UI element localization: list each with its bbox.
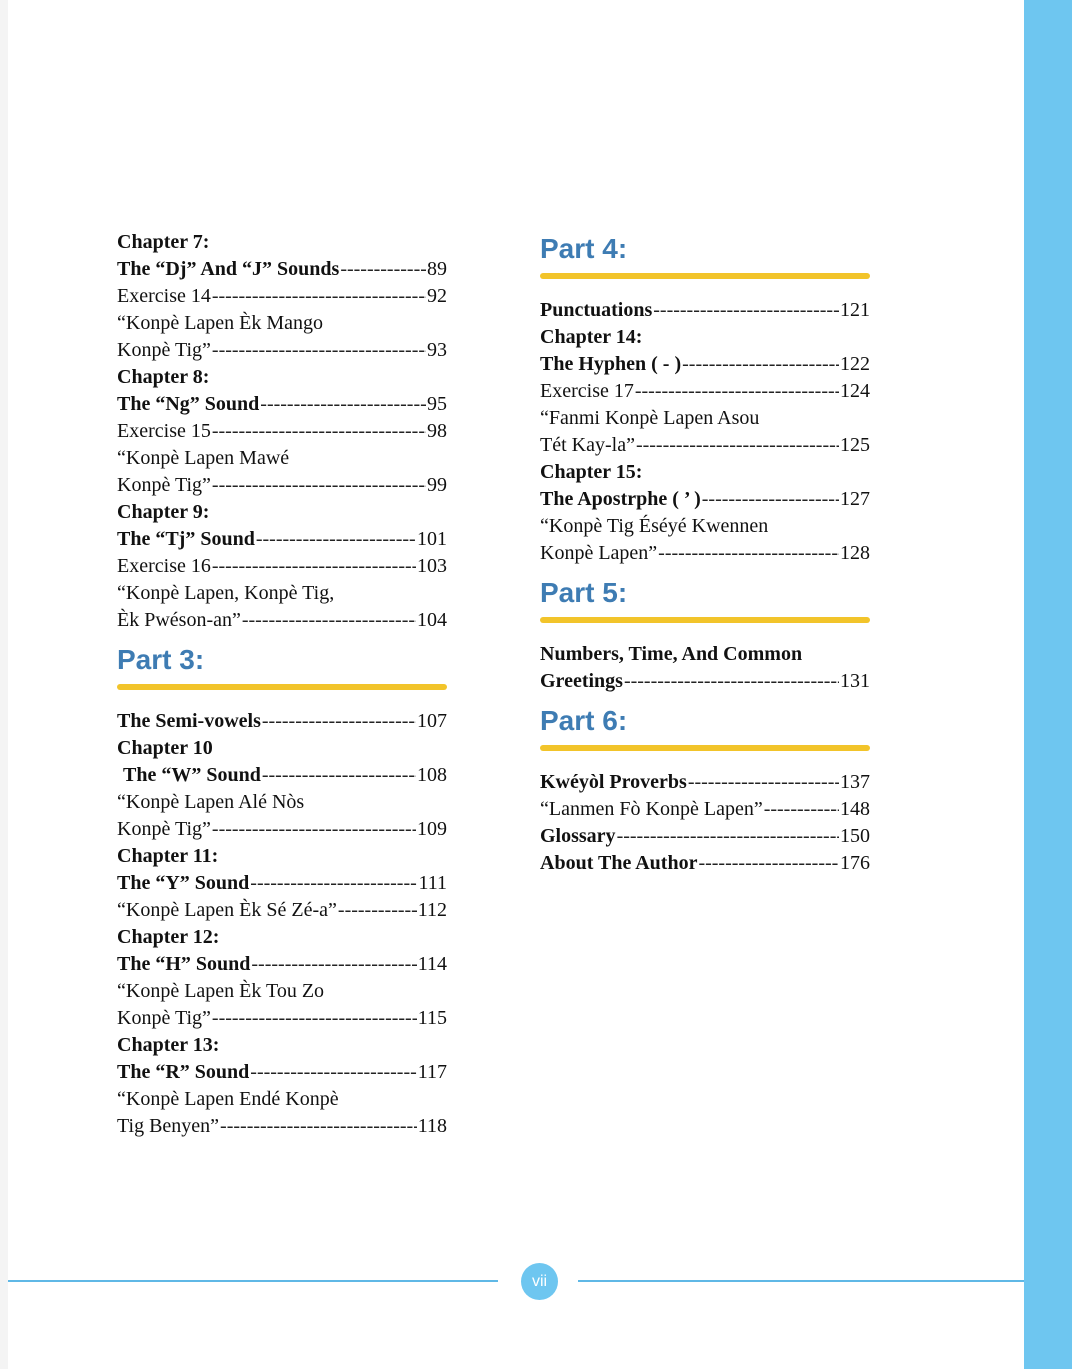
toc-entry-page: 128: [840, 542, 870, 564]
toc-entry-page: 104: [417, 609, 447, 631]
toc-entry-title: Chapter 15:: [540, 461, 643, 483]
toc-entry-title: Konpè Tig”: [117, 818, 211, 840]
toc-entry-page: 176: [840, 852, 870, 874]
toc-entry-title: The “Ng” Sound: [117, 393, 260, 415]
part-heading: Part 5:: [540, 577, 628, 608]
toc-entry-page: 117: [417, 1061, 447, 1083]
toc-entry-title: Èk Pwéson-an”: [117, 609, 241, 631]
toc-entries-part5: [540, 641, 870, 695]
toc-entry-page: 121: [840, 299, 870, 321]
toc-entry-title: “Konpè Lapen Alé Nòs: [117, 791, 305, 813]
toc-entry: [540, 641, 870, 668]
toc-entry: [117, 499, 447, 526]
dot-leader: [212, 553, 416, 580]
toc-entries-part3: [117, 708, 447, 1140]
toc-entry: [540, 513, 870, 540]
toc-entry-title: Chapter 12:: [117, 926, 220, 948]
dot-leader: [212, 283, 426, 310]
toc-entry-page: 92: [427, 285, 447, 307]
toc-entry: [540, 378, 870, 405]
toc-entry: [117, 337, 447, 364]
dot-leader: [212, 1005, 417, 1032]
toc-entry-title: Kwéyòl Proverbs: [540, 771, 687, 793]
toc-entry-page: 98: [427, 420, 447, 442]
toc-entry: [540, 486, 870, 513]
toc-entry: [117, 897, 447, 924]
toc-entry: [540, 850, 870, 877]
toc-entry-title: “Konpè Tig Éséyé Kwennen: [540, 515, 769, 537]
toc-entry: [540, 351, 870, 378]
toc-entry-title: Exercise 16: [117, 555, 211, 577]
toc-entry-page: 118: [417, 1115, 447, 1137]
toc-entry: [540, 668, 870, 695]
dot-leader: [338, 897, 417, 924]
toc-entry: [117, 310, 447, 337]
dot-leader: [682, 351, 839, 378]
toc-entry-page: 93: [427, 339, 447, 361]
toc-entry-title: Chapter 10: [117, 737, 213, 759]
toc-entry-title: The Apostrphe ( ’ ): [540, 488, 701, 510]
toc-entry-page: 95: [427, 393, 447, 415]
toc-entry: [117, 1032, 447, 1059]
toc-entry: [117, 1113, 447, 1140]
toc-entry-page: 101: [417, 528, 447, 550]
page-edge: [1072, 0, 1080, 1369]
toc-entry: [117, 445, 447, 472]
toc-entry: [540, 432, 870, 459]
toc-entry: [117, 607, 447, 634]
toc-entry: [117, 391, 447, 418]
dot-leader: [617, 823, 839, 850]
dot-leader: [635, 378, 839, 405]
dot-leader: [250, 870, 417, 897]
toc-entry: [117, 924, 447, 951]
toc-entry: [540, 769, 870, 796]
toc-entry-page: 122: [840, 353, 870, 375]
dot-leader: [212, 816, 416, 843]
dot-leader: [624, 668, 839, 695]
toc-entry-page: 125: [840, 434, 870, 456]
toc-entry-title: “Konpè Lapen Èk Mango: [117, 312, 324, 334]
toc-entry: [117, 1086, 447, 1113]
toc-entry-title: Exercise 15: [117, 420, 211, 442]
toc-entry-title: “Konpè Lapen Èk Tou Zo: [117, 980, 325, 1002]
dot-leader: [212, 337, 426, 364]
part-rule: [117, 684, 447, 690]
dot-leader: [764, 796, 839, 823]
dot-leader: [242, 607, 416, 634]
toc-entry-title: The Hyphen ( - ): [540, 353, 682, 375]
toc-entry-title: Konpè Tig”: [117, 1007, 211, 1029]
toc-entry: [540, 405, 870, 432]
dot-leader: [702, 486, 839, 513]
dot-leader: [262, 762, 416, 789]
toc-entry-page: 114: [417, 953, 447, 975]
dot-leader: [212, 472, 426, 499]
toc-entry: [117, 789, 447, 816]
toc-entry-page: 109: [417, 818, 447, 840]
toc-entry: [117, 283, 447, 310]
part-rule: [540, 273, 870, 279]
toc-entry: [540, 823, 870, 850]
toc-entry-title: Chapter 7:: [117, 231, 210, 253]
toc-entry-title: The “Y” Sound: [117, 872, 250, 894]
toc-entry-page: 148: [840, 798, 870, 820]
part-rule: [540, 745, 870, 751]
toc-entry-title: Chapter 8:: [117, 366, 210, 388]
toc-entry: [540, 459, 870, 486]
toc-entry: [117, 256, 447, 283]
dot-leader: [250, 1059, 416, 1086]
toc-entries-part4: [540, 297, 870, 567]
toc-entry-page: 124: [840, 380, 870, 402]
toc-entry-title: Glossary: [540, 825, 616, 847]
toc-entry-page: 112: [417, 899, 447, 921]
toc-entry: [117, 553, 447, 580]
dot-leader: [698, 850, 839, 877]
toc-entry-title: “Konpè Lapen Endé Konpè: [117, 1088, 339, 1110]
toc-entry-page: 103: [417, 555, 447, 577]
toc-entry-page: 115: [417, 1007, 447, 1029]
part-rule: [540, 617, 870, 623]
toc-entry-title: Numbers, Time, And Common: [540, 643, 803, 665]
toc-entry-page: 131: [840, 670, 870, 692]
toc-entry-title: The “H” Sound: [117, 953, 251, 975]
toc-entry-page: 137: [840, 771, 870, 793]
toc-entry-title: Chapter 13:: [117, 1034, 220, 1056]
toc-entry-page: 107: [417, 710, 447, 732]
toc-entry-title: Chapter 11:: [117, 845, 219, 867]
toc-left-column: [117, 229, 447, 1140]
toc-entry-title: Konpè Lapen”: [540, 542, 658, 564]
toc-entry: [117, 978, 447, 1005]
toc-entry-title: Chapter 9:: [117, 501, 210, 523]
toc-entry: [117, 580, 447, 607]
part-heading: Part 6:: [540, 705, 628, 736]
toc-entry: [540, 540, 870, 567]
dot-leader: [260, 391, 426, 418]
toc-entry: [117, 418, 447, 445]
dot-leader: [653, 297, 839, 324]
dot-leader: [262, 708, 416, 735]
toc-entry: [117, 526, 447, 553]
toc-entry: [117, 229, 447, 256]
dot-leader: [256, 526, 416, 553]
toc-entry: [117, 762, 447, 789]
toc-entry: [117, 843, 447, 870]
toc-entry: [117, 735, 447, 762]
toc-entry-title: The “W” Sound: [123, 764, 261, 786]
dot-leader: [251, 951, 416, 978]
footer-rule-right: [578, 1280, 1024, 1282]
toc-entry: [117, 1005, 447, 1032]
toc-entry-title: Exercise 14: [117, 285, 211, 307]
toc-entry-page: 150: [840, 825, 870, 847]
page-number-badge: vii: [521, 1263, 558, 1300]
dot-leader: [212, 418, 426, 445]
toc-right-column: [540, 229, 870, 877]
toc-entry-title: “Konpè Lapen Èk Sé Zé-a”: [117, 899, 337, 921]
toc-entry: [117, 364, 447, 391]
toc-entries-part2: [117, 229, 447, 634]
toc-entry-title: Konpè Tig”: [117, 474, 211, 496]
toc-entry-page: 127: [840, 488, 870, 510]
toc-entry-title: “Konpè Lapen, Konpè Tig,: [117, 582, 335, 604]
toc-entry: [117, 708, 447, 735]
toc-entry-title: Chapter 14:: [540, 326, 643, 348]
toc-entry-page: 108: [417, 764, 447, 786]
toc-entry: [117, 870, 447, 897]
toc-entry: [117, 1059, 447, 1086]
toc-entry-title: Tét Kay-la”: [540, 434, 635, 456]
toc-entry-title: The Semi-vowels: [117, 710, 261, 732]
toc-entry: [117, 816, 447, 843]
toc-entry-page: 89: [427, 258, 447, 280]
toc-entry-title: “Fanmi Konpè Lapen Asou: [540, 407, 760, 429]
dot-leader: [658, 540, 839, 567]
toc-entry-title: “Konpè Lapen Mawé: [117, 447, 290, 469]
toc-entry-title: Exercise 17: [540, 380, 634, 402]
toc-entry-title: The “R” Sound: [117, 1061, 250, 1083]
part-heading: Part 4:: [540, 233, 628, 264]
side-color-bar: [1024, 0, 1072, 1369]
toc-entry-title: Greetings: [540, 670, 623, 692]
toc-entry: [540, 297, 870, 324]
toc-entry-title: The “Dj” And “J” Sounds: [117, 258, 340, 280]
dot-leader: [340, 256, 426, 283]
toc-entry: [117, 472, 447, 499]
toc-entry-page: 111: [418, 872, 447, 894]
toc-entry: [540, 324, 870, 351]
dot-leader: [636, 432, 839, 459]
dot-leader: [688, 769, 839, 796]
toc-entry-title: The “Tj” Sound: [117, 528, 255, 550]
toc-entry: [117, 951, 447, 978]
footer-rule-left: [8, 1280, 498, 1282]
toc-entry-title: Konpè Tig”: [117, 339, 211, 361]
toc-entry-title: “Lanmen Fò Konpè Lapen”: [540, 798, 763, 820]
toc-entry-page: 99: [427, 474, 447, 496]
toc-entry-title: Tig Benyen”: [117, 1115, 220, 1137]
toc-entries-part6: [540, 769, 870, 877]
dot-leader: [220, 1113, 417, 1140]
part-heading: Part 3:: [117, 644, 205, 675]
toc-entry-title: Punctuations: [540, 299, 653, 321]
toc-entry: [540, 796, 870, 823]
toc-entry-title: About The Author: [540, 852, 698, 874]
